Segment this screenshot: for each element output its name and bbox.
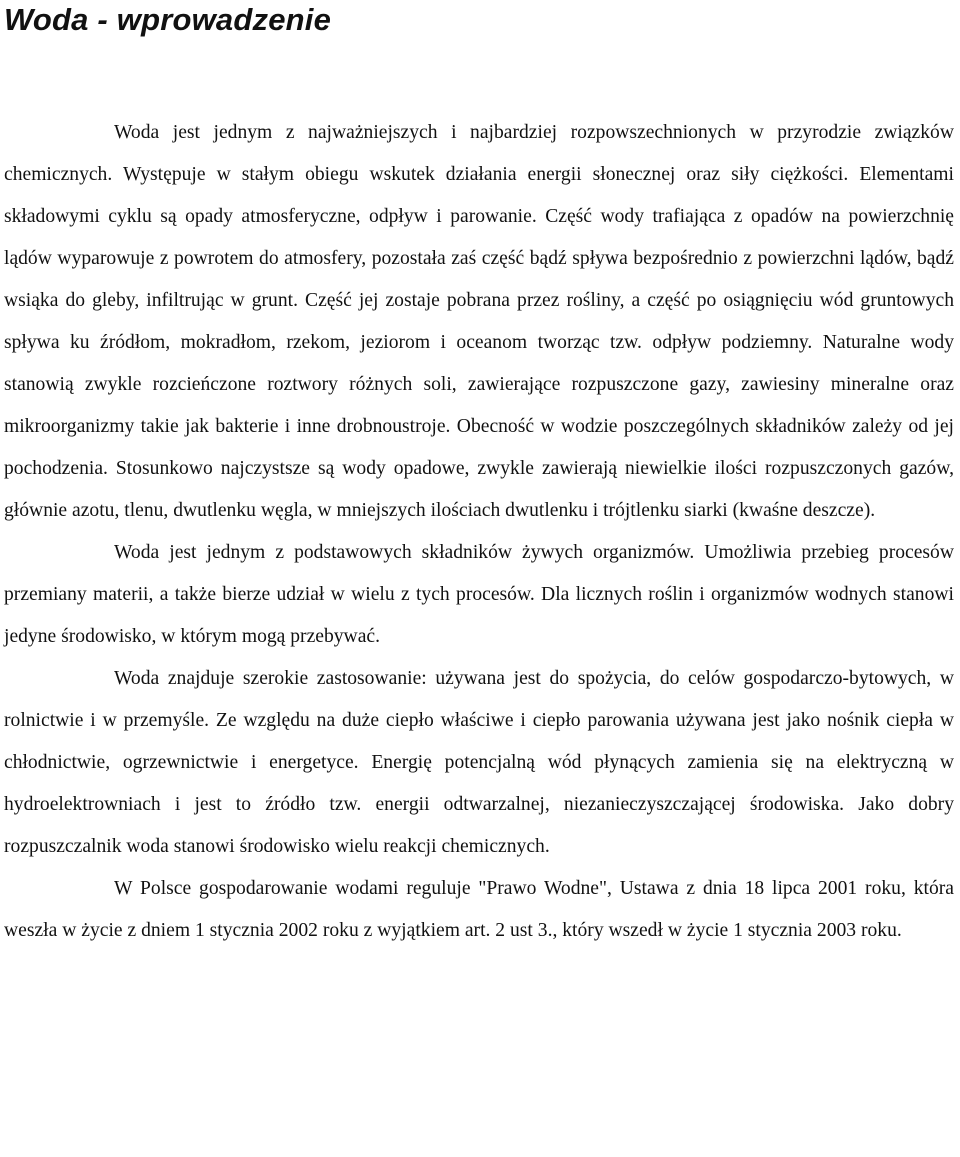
document-title: Woda - wprowadzenie [4,2,332,37]
paragraph-organisms: Woda jest jednym z podstawowych składników żywych organizmów. Umożliwia przebieg procesów przemiany materii, a także bierze udział w wielu z tych procesów. Dla licznych roślin i organizmów wodnych stanowi jedyne środowisko, w którym mogą przebywać. [4,542,954,647]
paragraph-law: W Polsce gospodarowanie wodami reguluje "Prawo Wodne", Ustawa z dnia 18 lipca 2001 roku, która weszła w życie z dniem 1 stycznia 2002 roku z wyjątkiem art. 2 ust 3., który wszedł w życie 1 stycznia 2003 roku. [4,878,954,941]
paragraph-uses: Woda znajduje szerokie zastosowanie: używana jest do spożycia, do celów gospodarczo-bytowych, w rolnictwie i w przemyśle. Ze względu na duże ciepło właściwe i ciepło parowania używana jest jako nośnik ciepła w chłodnictwie, ogrzewnictwie i energetyce. Energię potencjalną wód płynących zamienia się na elektryczną w hydroelektrowniach i jest to źródło tzw. energii odtwarzalnej, niezanieczyszczającej środowiska. Jako dobry rozpuszczalnik woda stanowi środowisko wielu reakcji chemicznych. [4,668,954,857]
paragraph-water-cycle: Woda jest jednym z najważniejszych i najbardziej rozpowszechnionych w przyrodzie związków chemicznych. Występuje w stałym obiegu wskutek działania energii słonecznej oraz siły ciężkości. Elementami składowymi cyklu są opady atmosferyczne, odpływ i parowanie. Część wody trafiająca z opadów na powierzchnię lądów wyparowuje z powrotem do atmosfery, pozostała zaś część bądź spływa bezpośrednio z powierzchni lądów, bądź wsiąka do gleby, infiltrując w grunt. Część jej zostaje pobrana przez rośliny, a część po osiągnięciu wód gruntowych spływa ku źródłom, mokradłom, rzekom, jeziorom i oceanom tworząc tzw. odpływ podziemny. Naturalne wody stanowią zwykle rozcieńczone roztwory różnych soli, zawierające rozpuszczone gazy, zawiesiny mineralne oraz mikroorganizmy takie jak bakterie i inne drobnoustroje. Obecność w wodzie poszczególnych składników zależy od jej pochodzenia. Stosunkowo najczystsze są wody opadowe, zwykle zawierają niewielkie ilości rozpuszczonych gazów, głównie azotu, tlenu, dwutlenku węgla, w mniejszych ilościach dwutlenku i trójtlenku siarki (kwaśne deszcze). [4,122,954,521]
document-body [4,112,954,952]
